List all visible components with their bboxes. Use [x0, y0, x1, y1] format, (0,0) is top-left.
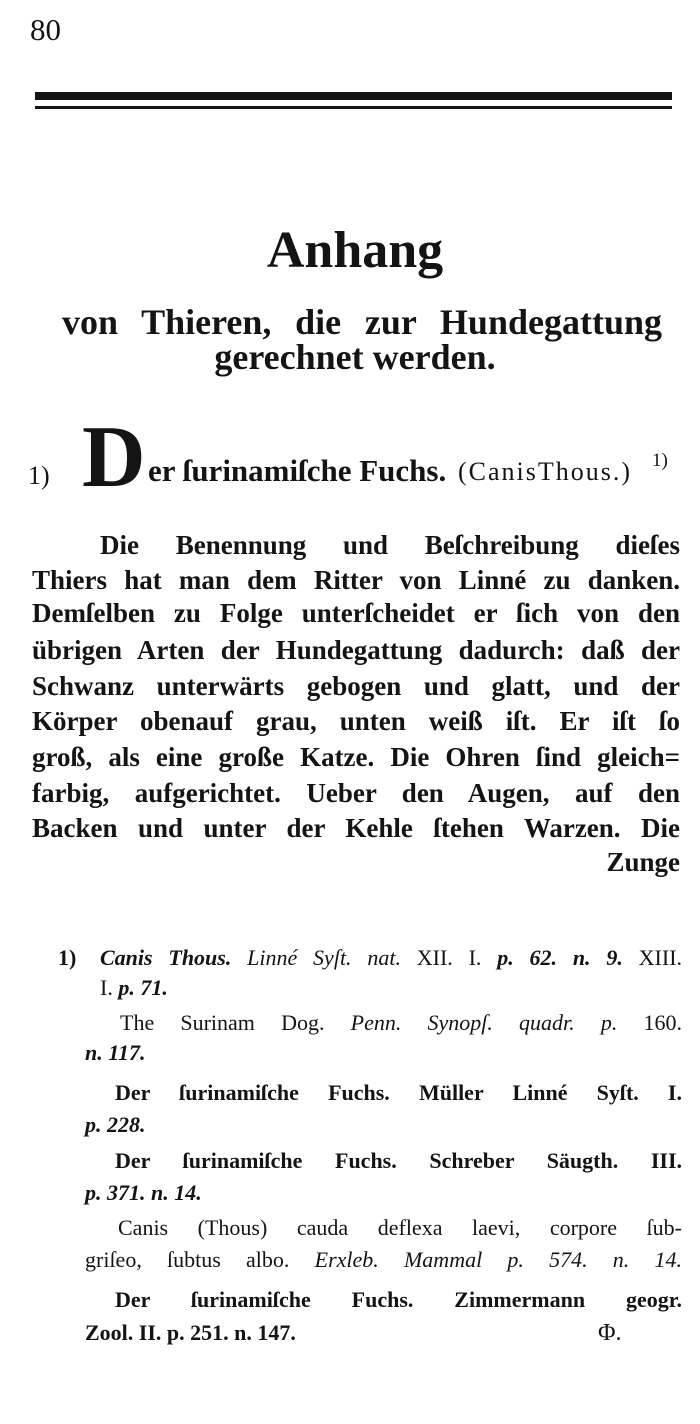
- body-line: farbig, aufgerichtet. Ueber den Augen, auf den: [32, 778, 680, 808]
- footnote-source: Linné Syſt. nat.: [247, 945, 401, 970]
- footnote-source: Zimmermann geogr.: [454, 1287, 682, 1312]
- footnote-line: [85, 1111, 146, 1139]
- footnote-line: [100, 944, 682, 972]
- body-line: Backen und unter der Kehle ſtehen Warzen. Die: [32, 813, 680, 843]
- footnote-volume: I.: [100, 975, 113, 1000]
- footnote-page: p. 62. n. 9.: [497, 945, 623, 970]
- footnote-page: p. 71.: [118, 975, 168, 1000]
- footnote-page: p. 228.: [85, 1112, 146, 1137]
- footnote-number: n. 117.: [85, 1040, 146, 1065]
- header-rule-thin: [35, 106, 672, 109]
- footnote-source: Penn. Synopſ. quadr. p.: [350, 1010, 618, 1035]
- signature-mark: Φ.: [598, 1320, 622, 1346]
- footnote-latin-description: griſeo, ſubtus albo.: [85, 1247, 290, 1272]
- body-line: Körper obenauf grau, unten weiß iſt. Er iſt ſo: [32, 706, 680, 736]
- footnote-line: [118, 1214, 682, 1242]
- section-heading-text: er ſurinamiſche Fuchs.: [148, 453, 447, 488]
- section-number: 1): [28, 461, 50, 490]
- chapter-subtitle-line-2: gerechnet werden.: [214, 337, 496, 377]
- footnote-german-name: Der ſurinamiſche Fuchs.: [115, 1080, 390, 1105]
- footnote-page: 160.: [643, 1010, 682, 1035]
- chapter-subtitle-line-1: von Thieren, die zur Hundegattung: [62, 302, 662, 342]
- footnote-line: [85, 1246, 682, 1274]
- body-line: Die Benennung und Beſchreibung dieſes: [100, 530, 680, 560]
- footnote-line: [85, 1319, 296, 1347]
- section-latin-name: (CanisThous.): [458, 457, 633, 486]
- footnote-source: Schreber Säugth. III.: [429, 1148, 682, 1173]
- footnote-line: [115, 1147, 682, 1175]
- footnote-line: [115, 1079, 682, 1107]
- footnote-line: [85, 1039, 146, 1067]
- catchword: Zunge: [606, 847, 680, 877]
- footnote-source: Erxleb. Mammal p. 574. n. 14.: [314, 1247, 682, 1272]
- chapter-title: Anhang: [266, 222, 444, 279]
- footnote-marker: 1): [58, 945, 77, 970]
- footnote-english-name: The Surinam Dog.: [120, 1010, 325, 1035]
- footnote-german-name: Der ſurinamiſche Fuchs.: [115, 1287, 414, 1312]
- body-line: Thiers hat man dem Ritter von Linné zu danken.: [32, 565, 680, 595]
- footnote-volume: XIII.: [638, 945, 682, 970]
- footnote-line: [100, 974, 168, 1002]
- footnote-species: Canis Thous.: [100, 945, 232, 970]
- footnote-source: Zool. II. p. 251. n. 147.: [85, 1320, 296, 1345]
- footnote-line: [115, 1286, 682, 1314]
- footnote-line: [85, 1179, 202, 1207]
- page-number: 80: [30, 12, 61, 47]
- body-line: Demſelben zu Folge unterſcheidet er ſich von den: [32, 598, 680, 628]
- footnote-german-name: Der ſurinamiſche Fuchs.: [115, 1148, 397, 1173]
- body-line: übrigen Arten der Hundegattung dadurch: daß der: [32, 635, 680, 665]
- footnote-latin-description: Canis (Thous) cauda deflexa laevi, corpore ſub-: [118, 1215, 682, 1240]
- header-rule-thick: [35, 92, 672, 100]
- section-drop-initial: D: [82, 409, 146, 506]
- body-line: Schwanz unterwärts gebogen und glatt, und der: [32, 671, 680, 701]
- footnote-source: Müller Linné Syſt. I.: [418, 1080, 682, 1105]
- footnote-page: p. 371. n. 14.: [85, 1180, 202, 1205]
- footnote-line: [120, 1009, 682, 1037]
- footnote-volume: XII. I.: [416, 945, 482, 970]
- section-footnote-ref: 1): [652, 450, 668, 471]
- body-line: groß, als eine große Katze. Die Ohren ſind gleich=: [32, 742, 680, 772]
